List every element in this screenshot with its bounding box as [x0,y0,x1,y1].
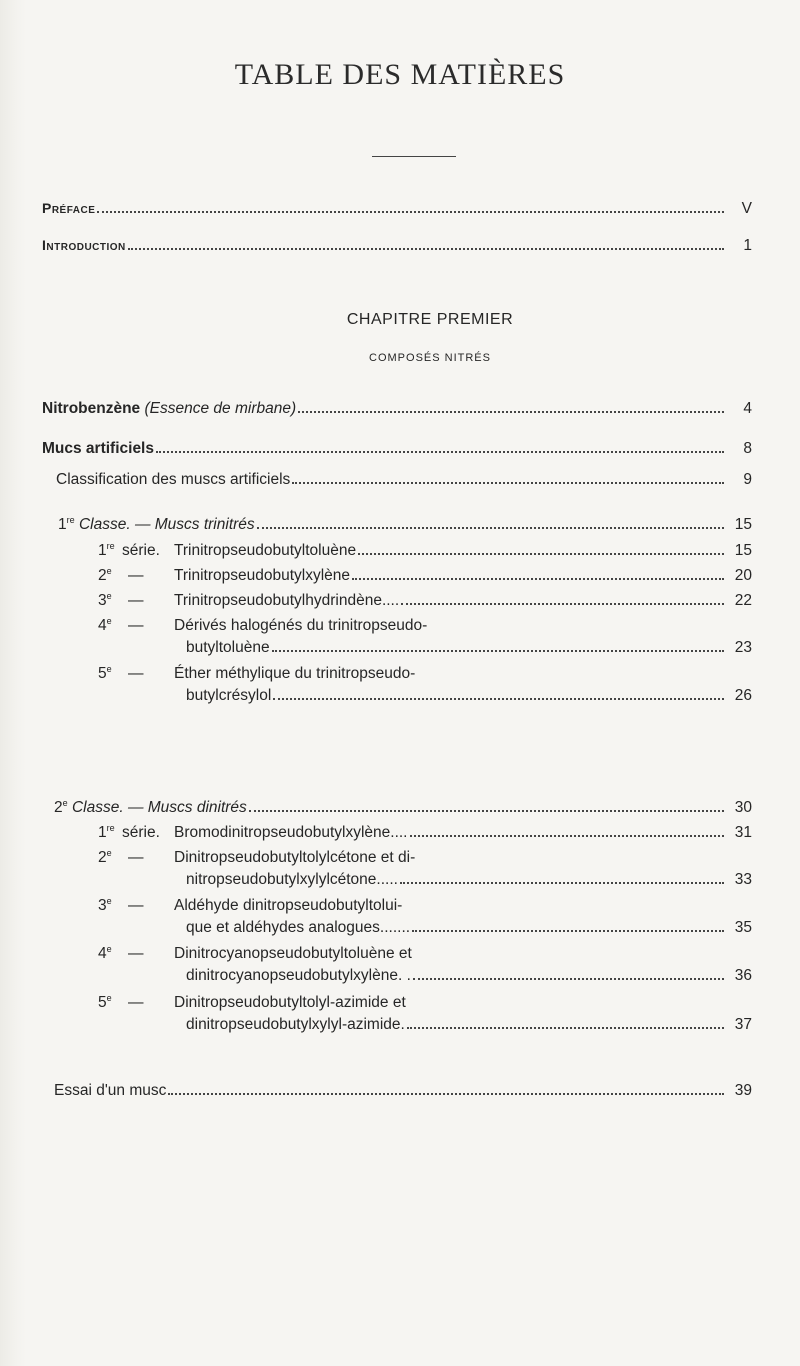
series-num: 3 [98,897,107,914]
dot-leader [128,248,724,250]
series-label: Dinitropseudobutyltolyl-azimide et [174,994,406,1011]
series-number [98,663,112,685]
series-label: Dinitropseudobutyltolylcétone et di- [174,849,416,866]
series-lead: — [128,592,144,609]
series-label: que et aldéhydes analogues....... [186,919,411,936]
series-number [98,822,115,844]
dot-leader [257,527,724,529]
toc-entry-essai[interactable] [54,1080,752,1102]
series-entry-line[interactable] [174,590,752,612]
entry-page: 9 [743,471,752,488]
series-label: Dinitrocyanopseudobutyltoluène et [174,945,412,962]
series-label: dinitropseudobutylxylyl-azimide. [186,1016,405,1033]
class-label: Classe. — Muscs dinitrés [71,799,247,816]
series-lead: — [128,849,144,866]
series-entry-line [174,943,752,965]
series-number [98,565,112,587]
entry-label: Classification des muscs artificiels [56,471,291,488]
entry-page: 26 [734,687,752,704]
series-label: Dérivés halogénés du trinitropseudo- [174,617,428,634]
class-number: 2 [54,799,63,816]
toc-entry-preface[interactable] [42,197,752,219]
dot-leader [352,578,724,580]
series-label: Trinitropseudobutylxylène [174,567,351,584]
title-rule [372,156,456,157]
dot-leader [410,835,725,837]
entry-page: 15 [734,516,752,533]
chapter-subtitle: COMPOSÉS NITRÉS [369,352,491,364]
series-entry-line[interactable] [174,822,752,844]
dot-leader [401,603,724,605]
class-label: Classe. — Muscs trinitrés [78,516,255,533]
series-entry-line[interactable] [186,1014,752,1036]
series-lead: série. [122,824,160,841]
dot-leader [298,411,724,413]
dot-leader [249,810,724,812]
class-sup: re [66,514,75,525]
entry-page: 20 [734,567,752,584]
series-lead: — [128,617,144,634]
entry-note: (Essence de mirbane) [144,400,297,417]
series-number [98,847,112,869]
entry-label: Introduction [42,237,126,253]
dot-leader [273,698,724,700]
entry-page: 37 [734,1016,752,1033]
series-lead: — [128,994,144,1011]
dot-leader [407,1027,724,1029]
entry-page: 4 [743,400,752,417]
entry-page: 33 [734,871,752,888]
series-entry-line [174,992,752,1014]
series-sup: re [106,822,115,833]
series-num: 5 [98,994,107,1011]
dot-leader [272,650,724,652]
page-edge-shadow [0,0,26,1366]
dot-leader [97,211,724,213]
series-sup: e [106,847,112,858]
series-lead: série. [122,542,160,559]
series-sup: e [106,992,112,1003]
dot-leader [400,882,724,884]
dot-leader [168,1093,724,1095]
entry-page: 30 [734,799,752,816]
entry-page: 35 [734,919,752,936]
entry-page: 39 [734,1082,752,1099]
chapter-title: CHAPITRE PREMIER [346,311,514,328]
series-label: butyltoluène [186,639,270,656]
dot-leader [358,553,724,555]
entry-label: Essai d'un musc [54,1082,167,1099]
series-lead: — [128,897,144,914]
series-num: 3 [98,592,107,609]
series-number [98,615,112,637]
entry-label: Préface [42,200,96,216]
entry-label [54,797,247,819]
entry-label [58,514,255,536]
series-sup: e [106,565,112,576]
series-lead: — [128,567,144,584]
series-num: 2 [98,849,107,866]
series-num: 4 [98,945,107,962]
series-entry-line [174,615,752,637]
series-entry-line[interactable] [186,917,752,939]
entry-page: 1 [743,237,752,254]
dot-leader [292,482,724,484]
series-sup: e [106,590,112,601]
series-entry-line[interactable] [186,869,752,891]
entry-page: 8 [743,440,752,457]
series-number [98,895,112,917]
series-sup: e [106,943,112,954]
toc-entry-classe-1[interactable] [58,514,752,536]
series-num: 5 [98,665,107,682]
toc-entry-nitrobenzene[interactable] [42,398,752,420]
series-label: Trinitropseudobutyltoluène [174,542,357,559]
series-label: dinitrocyanopseudobutylxylène. . [186,967,411,984]
series-number [98,590,112,612]
toc-entry-classe-2[interactable] [54,797,752,819]
series-sup: re [106,540,115,551]
series-sup: e [106,895,112,906]
entry-page: 15 [734,542,752,559]
series-sup: e [106,663,112,674]
dot-leader [156,451,724,453]
entry-main: Nitrobenzène [42,400,141,417]
series-label: Bromodinitropseudobutylxylène.... [174,824,408,841]
series-num: 4 [98,617,107,634]
series-label: Trinitropseudobutylhydrindène.... [174,592,400,609]
series-entry-line[interactable] [186,685,752,707]
series-entry-line [174,895,752,917]
series-entry-line[interactable] [174,565,752,587]
series-number [98,992,112,1014]
entry-label: Mucs artificiels [42,440,154,457]
entry-label [42,398,296,420]
series-num: 2 [98,567,107,584]
series-num: 1 [98,824,107,841]
series-lead: — [128,665,144,682]
toc-entry-classification[interactable] [56,469,752,491]
series-number [98,540,115,562]
entry-page: 23 [734,639,752,656]
series-label: Éther méthylique du trinitropseudo- [174,665,416,682]
dot-leader [412,930,724,932]
entry-page: 22 [734,592,752,609]
toc-entry-mucs[interactable] [42,438,752,460]
series-entry-line [174,847,752,869]
entry-page: 36 [734,967,752,984]
series-num: 1 [98,542,107,559]
page-title: TABLE DES MATIÈRES [234,58,566,91]
series-entry-line[interactable] [186,637,752,659]
entry-page: 31 [734,824,752,841]
series-label: butylcrésylol [186,687,272,704]
entry-page: V [741,200,752,217]
series-entry-line [174,663,752,685]
series-entry-line[interactable] [186,965,752,987]
series-label: Aldéhyde dinitropseudobutyltolui- [174,897,403,914]
series-sup: e [106,615,112,626]
series-label: nitropseudobutylxylylcétone..... [186,871,398,888]
dot-leader [413,978,724,980]
toc-entry-introduction[interactable] [42,234,752,256]
series-entry-line[interactable] [174,540,752,562]
class-sup: e [62,797,68,808]
class-number: 1 [58,516,67,533]
series-lead: — [128,945,144,962]
series-number [98,943,112,965]
